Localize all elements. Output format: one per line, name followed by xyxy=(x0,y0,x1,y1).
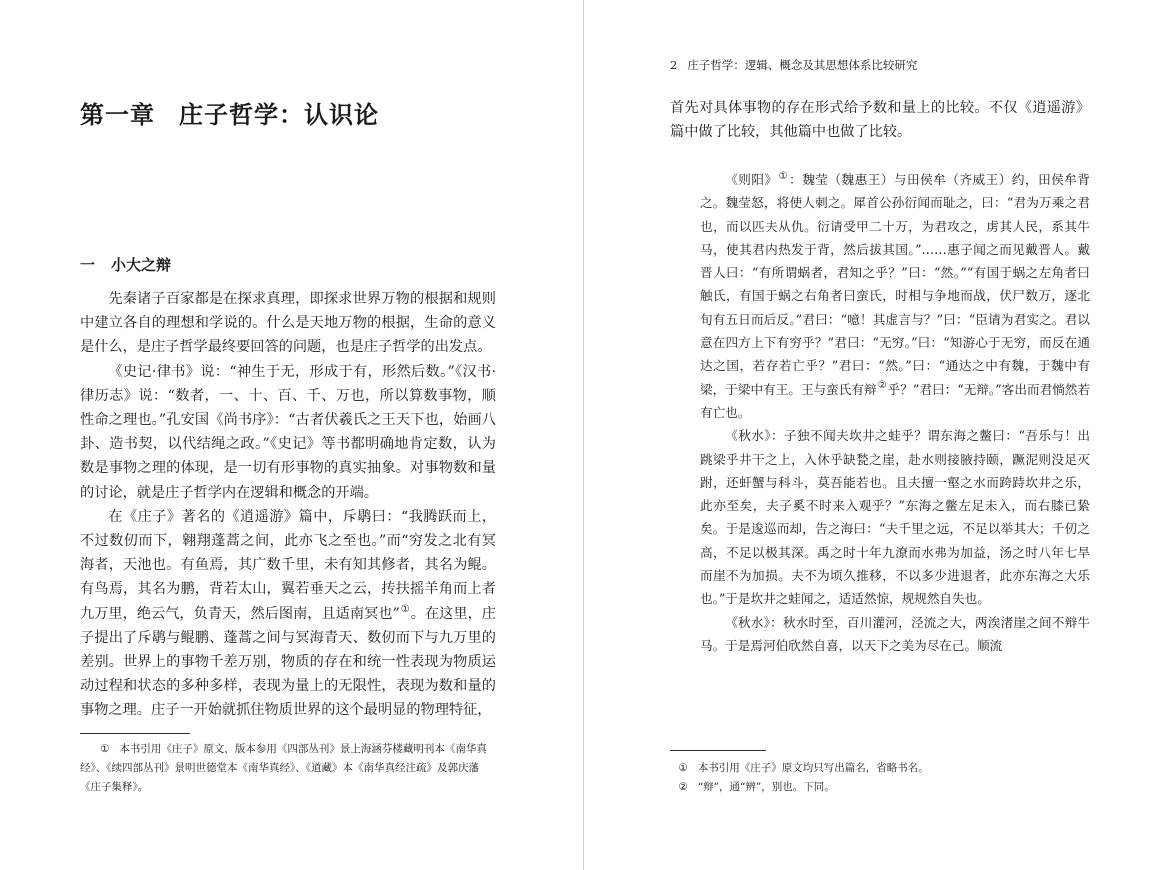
footnote-mark: ① xyxy=(99,743,110,755)
footnote-mark: ① xyxy=(678,762,688,774)
quote-text: 乎？”君曰：“无辩。”客出而君惝然若有亡也。 xyxy=(700,381,1091,420)
block-quote xyxy=(700,168,1090,657)
paragraph: 首先对具体事物的存在形式给予数和量上的比较。不仅《逍遥游》篇中做了比较，其他篇中也做了比较。 xyxy=(670,100,1090,141)
footnotes-left xyxy=(80,740,496,797)
footnote-text: 本书引用《庄子》原文，版本参用《四部丛刊》景上海涵芬楼藏明刊本《南华真经》、《续四部丛刊》景明世德堂本《南华真经》、《道藏》本《南华真经注疏》及郭庆藩《庄子集释》。 xyxy=(80,743,487,793)
quote-paragraph: 《秋水》：子独不闻夫坎井之蛙乎？谓东海之鳖曰：“吾乐与！出跳梁乎井干之上，入休乎缺甃之崖，赴水则接腋持颐，蹶泥则没足灭跗，还虷蟹与科斗，莫吾能若也。且夫擅一壑之水而跨跱坎井之乐，此亦至矣，夫子奚不时来入观乎？”东海之鳖左足未入，而右膝已絷矣。于是逡巡而却，告之海曰：“夫千里之远，不足以举其大；千仞之高，不足以极其深。禹之时十年九潦而水弗为加益，汤之时八年七旱而崖不为加损。夫不为顷久推移，不以多少进退者，此亦东海之大乐也。”于是坎井之蛙闻之，适适然惊，规规然自失也。 xyxy=(700,428,1090,607)
quote-text: 《则阳》 xyxy=(725,172,778,187)
footnote-ref[interactable]: ② xyxy=(877,380,887,392)
page-number: 2 xyxy=(670,58,678,72)
quote-text: ：魏莹（魏惠王）与田侯牟（齐威王）约，田侯牟背之。魏莹怒，将使人刺之。犀首公孙衍闻而耻之，曰：“君为万乘之君也，而以匹夫从仇。衍请受甲二十万，为君攻之，虏其人民，系其牛马，使其君内热发于背，然后拔其国。”……惠子闻之而见戴晋人。戴晋人曰：“有所谓蜗者，君知之乎？”曰：“然。”“有国于蜗之左角者曰触氏，有国于蜗之右角者曰蛮氏，时相与争地而战，伏尸数万，逐北旬有五日而后反。”君曰：“噫！其虚言与？”曰：“臣请为君实之。君以意在四方上下有穷乎？”君曰：“无穷。”曰：“知游心于无穷，而反在通达之国，若存若亡乎？”君曰：“然。”曰：“通达之中有魏，于魏中有梁，于梁中有王。王与蛮氏有辩 xyxy=(700,172,1091,397)
chapter-title xyxy=(80,95,379,130)
footnote-item xyxy=(670,778,1090,797)
footnote-item xyxy=(670,759,1090,778)
section-title xyxy=(80,254,171,275)
chapter-name: 庄子哲学：认识论 xyxy=(179,100,379,129)
running-head xyxy=(670,57,917,73)
paragraph-text: 。在这里，庄子提出了斥鹖与鲲鹏、蓬蒿之间与冥海青天、数仞而下与九万里的差别。世界上的事物千差万别，物质的存在和统一性表现为物质运动过程和状态的多种多样，表现为量上的无限性，表现为数和量的事物之理。庄子一开始就抓住物质世界的这个最明显的物理特征， xyxy=(80,605,496,719)
footnote-text: “辩”，通“辨”，别也。下同。 xyxy=(697,781,835,793)
footnote-ref[interactable]: ① xyxy=(778,170,789,182)
footnote-divider xyxy=(670,750,766,751)
quote-paragraph xyxy=(700,168,1090,424)
footnote-text: 本书引用《庄子》原文均只写出篇名，省略书名。 xyxy=(697,762,929,774)
left-body-text xyxy=(80,287,496,723)
footnotes-right xyxy=(670,759,1090,797)
paragraph: 先秦诸子百家都是在探求真理，即探求世界万物的根据和规则中建立各自的理想和学说的。什么是天地万物的根据，生命的意义是什么，是庄子哲学最终要回答的问题，也是庄子哲学的出发点。 xyxy=(80,291,496,356)
right-page xyxy=(584,0,1176,870)
footnote-item xyxy=(80,740,496,797)
quote-paragraph: 《秋水》：秋水时至，百川灌河，泾流之大，两涘渚崖之间不辩牛马。于是焉河伯欣然自喜，以天下之美为尽在己。顺流 xyxy=(700,614,1090,653)
paragraph-text: 在《庄子》著名的《逍遥游》篇中，斥鹖曰：“我腾跃而上，不过数仞而下，翱翔蓬蒿之间，此亦飞之至也。”而“穷发之北有冥海者，天池也。有鱼焉，其广数千里，未有知其修者，其名为鲲。有鸟焉，其名为鹏，背若太山，翼若垂天之云，抟扶摇羊角而上者九万里，绝云气，负青天，然后图南，且适南冥也” xyxy=(80,508,496,622)
chapter-number: 第一章 xyxy=(80,100,155,129)
footnote-divider xyxy=(80,733,190,734)
left-page xyxy=(0,0,583,870)
paragraph: 《史记·律书》说：“神生于无，形成于有，形然后数。”《汉书·律历志》说：“数者，一、十、百、千、万也，所以算数事物，顺性命之理也。”孔安国《尚书序》：“古者伏羲氏之王天下也，始画八卦、造书契，以代结绳之政。”《史记》等书都明确地肯定数，认为数是事物之理的体现，是一切有形事物的真实抽象。对事物数和量的讨论，就是庄子哲学内在逻辑和概念的开端。 xyxy=(80,363,496,501)
right-body-text xyxy=(670,96,1090,144)
footnote-ref[interactable]: ① xyxy=(400,603,410,615)
running-head-title: 庄子哲学：逻辑、概念及其思想体系比较研究 xyxy=(687,58,918,72)
section-name: 小大之辩 xyxy=(111,256,172,274)
footnote-mark: ② xyxy=(678,781,688,793)
section-number: 一 xyxy=(80,256,96,274)
paragraph xyxy=(80,505,496,723)
